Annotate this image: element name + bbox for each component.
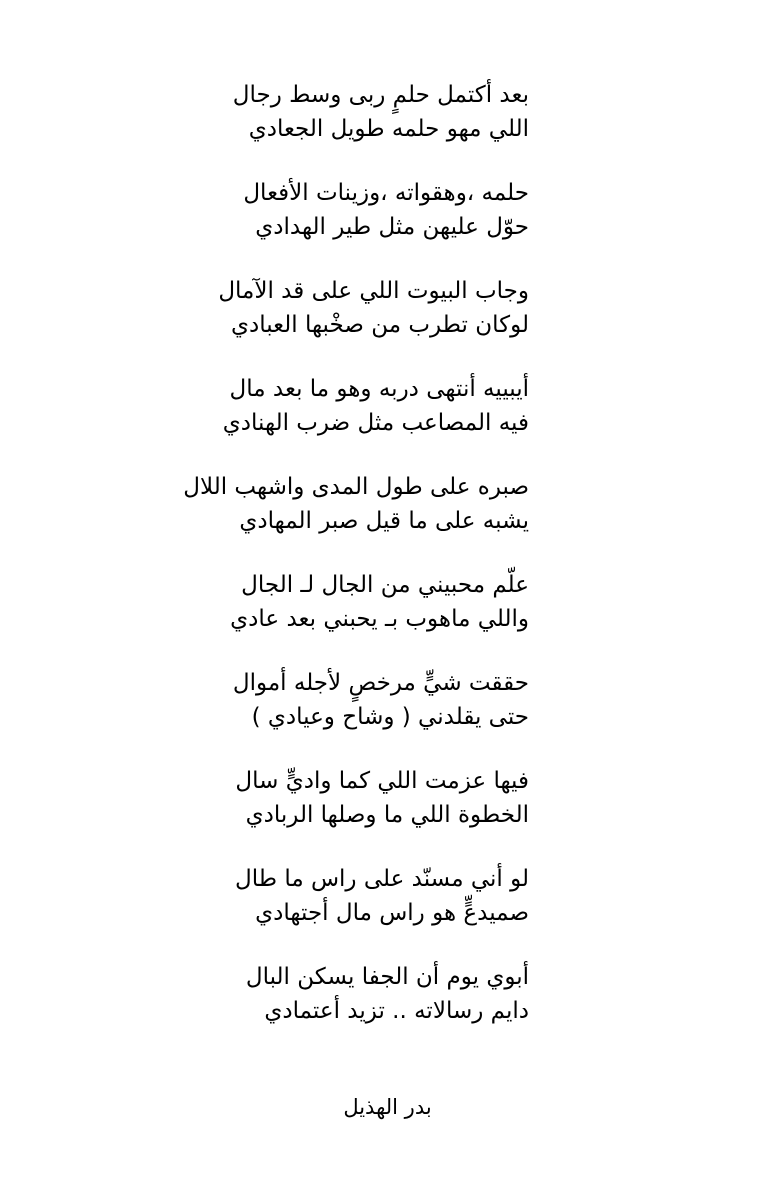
stanza-3	[219, 274, 529, 342]
verse-line: وجاب البيوت اللي على قد الآمال	[218, 278, 529, 304]
stanza-9	[219, 862, 529, 930]
stanza-4	[219, 372, 529, 440]
verse-line: اللي مهو حلمه طويل الجعادي	[248, 116, 529, 142]
verse-line: صميدعٍّ هو راس مال أجتهادي	[255, 900, 529, 926]
stanza-8	[219, 764, 529, 832]
verse-line: حوّل عليهن مثل طير الهدادي	[255, 214, 529, 240]
stanza-5	[183, 470, 529, 538]
verse-line: صبره على طول المدى واشهب اللال	[183, 474, 529, 500]
stanza-6	[219, 568, 529, 636]
verse-line: فيها عزمت اللي كما واديٍّ سال	[235, 768, 529, 794]
stanza-10	[219, 960, 529, 1028]
verse-line: لو أني مسنّد على راس ما طال	[234, 866, 529, 892]
verse-line: حققت شيٍّ مرخصٍ لأجله أموال	[232, 670, 529, 696]
stanza-2	[219, 176, 529, 244]
verse-line: فيه المصاعب مثل ضرب الهنادي	[222, 410, 529, 436]
poem	[183, 78, 529, 1058]
verse-line: حلمه ،وهقواته ،وزينات الأفعال	[243, 180, 529, 206]
verse-line: واللي ماهوب بـ يحبني بعد عادي	[230, 606, 529, 632]
verse-line: حتى يقلدني ( وشاح وعيادي )	[251, 704, 529, 730]
stanza-1	[219, 78, 529, 146]
stanza-7	[219, 666, 529, 734]
verse-line: أبوي يوم أن الجفا يسكن البال	[245, 964, 529, 990]
verse-line: لوكان تطرب من صخْبها العبادي	[230, 312, 529, 338]
verse-line: دايم رسالاته .. تزيد أعتمادي	[264, 998, 529, 1024]
verse-line: بعد أكتمل حلمٍ ربى وسط رجال	[232, 82, 529, 108]
verse-line: علّم محبيني من الجال لـ الجال	[241, 572, 529, 598]
verse-line: يشبه على ما قيل صبر المهادي	[239, 508, 529, 534]
verse-line: أيبييه أنتهى دربه وهو ما بعد مال	[229, 376, 529, 402]
verse-line: الخطوة اللي ما وصلها الربادي	[245, 802, 529, 828]
poet-signature: بدر الهذيل	[343, 1095, 432, 1119]
